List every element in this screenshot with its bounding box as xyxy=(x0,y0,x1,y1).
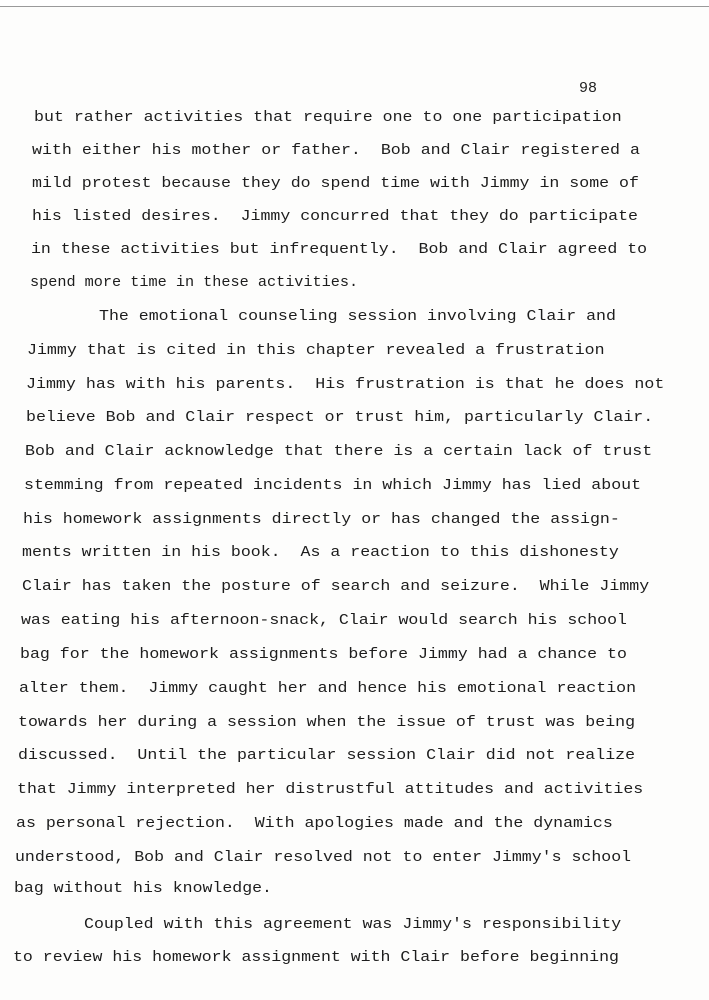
text-line: Jimmy has with his parents. His frustration is that he does not xyxy=(26,375,665,393)
text-line: with either his mother or father. Bob and Clair registered a xyxy=(32,141,640,159)
text-line: his listed desires. Jimmy concurred that they do participate xyxy=(32,207,638,225)
text-line: discussed. Until the particular session Clair did not realize xyxy=(18,746,636,764)
text-line: ments written in his book. As a reaction to this dishonesty xyxy=(22,543,619,561)
text-line: that Jimmy interpreted her distrustful attitudes and activities xyxy=(17,780,644,798)
page-top-edge xyxy=(0,0,709,7)
text-line: spend more time in these activities. xyxy=(30,273,359,291)
text-line: understood, Bob and Clair resolved not to enter Jimmy's school xyxy=(15,848,632,866)
text-line: alter them. Jimmy caught her and hence his emotional reaction xyxy=(19,679,637,697)
page-number: 98 xyxy=(579,80,598,97)
text-line: stemming from repeated incidents in which Jimmy has lied about xyxy=(24,476,642,494)
text-line: in these activities but infrequently. Bob and Clair agreed to xyxy=(31,240,648,258)
text-line: was eating his afternoon-snack, Clair would search his school xyxy=(21,611,627,629)
text-line: The emotional counseling session involving Clair and xyxy=(99,307,616,325)
text-line: bag without his knowledge. xyxy=(14,879,272,897)
text-line: as personal rejection. With apologies made and the dynamics xyxy=(16,814,613,832)
text-line: bag for the homework assignments before Jimmy had a chance to xyxy=(20,645,627,663)
text-line: his homework assignments directly or has changed the assign- xyxy=(23,510,620,528)
text-line: towards her during a session when the issue of trust was being xyxy=(18,713,636,731)
text-line: but rather activities that require one to one participation xyxy=(34,108,622,126)
text-line: believe Bob and Clair respect or trust him, particularly Clair. xyxy=(26,408,654,426)
text-line: mild protest because they do spend time with Jimmy in some of xyxy=(32,174,639,192)
text-line: Jimmy that is cited in this chapter revealed a frustration xyxy=(27,341,605,359)
text-line: to review his homework assignment with Clair before beginning xyxy=(13,948,619,966)
text-line: Bob and Clair acknowledge that there is a certain lack of trust xyxy=(25,442,653,460)
text-line: Coupled with this agreement was Jimmy's responsibility xyxy=(84,915,622,933)
text-line: Clair has taken the posture of search and seizure. While Jimmy xyxy=(22,577,650,595)
